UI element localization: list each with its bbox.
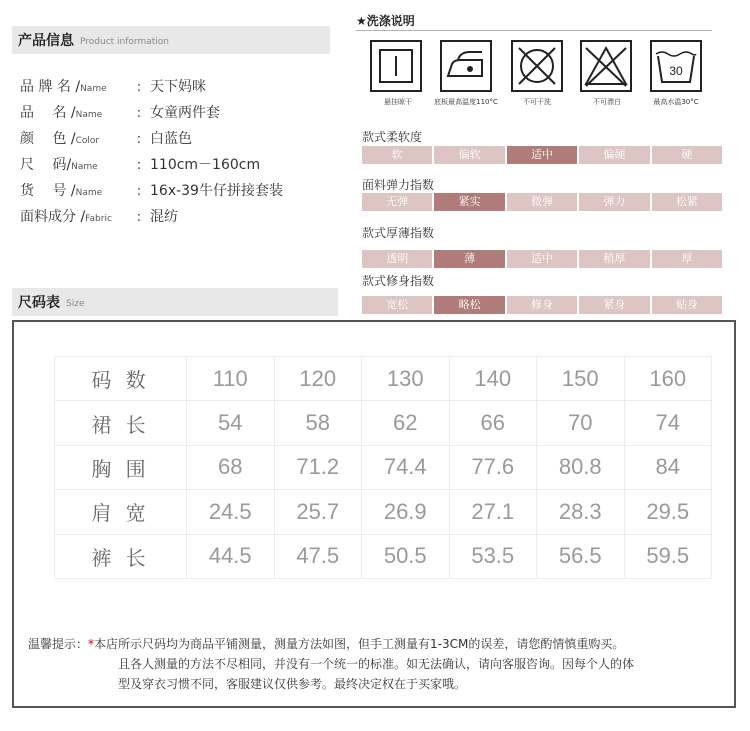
elasticity-title: 面料弹力指数	[362, 178, 435, 192]
index-segment: 贴身	[652, 296, 722, 314]
size-header-cell: 110	[187, 357, 275, 401]
table-cell: 29.5	[624, 490, 712, 534]
info-value: 女童两件套	[150, 105, 220, 121]
index-segment: 宽松	[362, 296, 432, 314]
size-table	[54, 356, 712, 579]
wash-caption: 底板最高温度110°C	[434, 98, 498, 106]
size-chart-title: 尺码表	[18, 295, 60, 311]
index-segment: 紧身	[579, 296, 649, 314]
row-label: 肩 宽	[55, 490, 187, 534]
table-row	[55, 445, 712, 489]
thickness-title: 款式厚薄指数	[362, 226, 435, 240]
size-chart-header	[12, 288, 338, 316]
table-cell: 62	[362, 401, 450, 445]
table-cell: 26.9	[362, 490, 450, 534]
index-segment-selected: 薄	[434, 250, 504, 268]
info-colon: :	[136, 132, 142, 147]
info-label: 颜 色 /Color	[20, 131, 100, 147]
info-row-color	[20, 128, 350, 152]
table-cell: 50.5	[362, 534, 450, 578]
index-segment: 无弹	[362, 193, 432, 211]
index-segment: 稍厚	[579, 250, 649, 268]
index-segment: 微弹	[507, 193, 577, 211]
info-row-fabric	[20, 206, 350, 230]
info-row-item-no	[20, 180, 350, 204]
index-segment-selected: 略松	[434, 296, 504, 314]
table-cell: 54	[187, 401, 275, 445]
table-cell: 66	[449, 401, 537, 445]
table-cell: 74	[624, 401, 712, 445]
wash-caption: 不可干洗	[523, 98, 551, 106]
info-colon: :	[136, 158, 142, 173]
info-colon: :	[136, 106, 142, 121]
row-label: 胸 围	[55, 445, 187, 489]
table-cell: 24.5	[187, 490, 275, 534]
table-cell: 71.2	[274, 445, 362, 489]
fit-bar	[362, 296, 722, 314]
table-cell: 58	[274, 401, 362, 445]
info-row-brand	[20, 76, 350, 100]
size-header-cell: 130	[362, 357, 450, 401]
size-header-label: 码 数	[55, 357, 187, 401]
product-info-title: 产品信息	[18, 33, 74, 49]
table-cell: 80.8	[537, 445, 625, 489]
no-bleach-icon	[580, 40, 632, 92]
info-label: 尺 码/Name	[20, 157, 98, 173]
wash-30-icon	[650, 40, 702, 92]
wash-caption: 最高水温30°C	[653, 98, 699, 106]
info-label: 货 号 /Name	[20, 183, 103, 199]
product-info-header	[12, 26, 330, 54]
table-cell: 84	[624, 445, 712, 489]
table-cell: 56.5	[537, 534, 625, 578]
index-segment: 松紧	[652, 193, 722, 211]
fit-title: 款式修身指数	[362, 274, 435, 288]
size-header-cell: 140	[449, 357, 537, 401]
table-header-row	[55, 357, 712, 401]
table-cell: 27.1	[449, 490, 537, 534]
product-info-list	[20, 76, 350, 232]
info-value: 天下妈咪	[150, 79, 206, 95]
no-dry-clean-icon	[511, 40, 563, 92]
row-label: 裤 长	[55, 534, 187, 578]
washing-divider	[356, 30, 712, 31]
index-segment: 修身	[507, 296, 577, 314]
table-row	[55, 490, 712, 534]
info-label: 品 牌 名 /Name	[20, 79, 107, 95]
table-cell: 74.4	[362, 445, 450, 489]
table-cell: 59.5	[624, 534, 712, 578]
product-info-subtitle: Product information	[80, 36, 169, 47]
index-segment: 厚	[652, 250, 722, 268]
size-chart-subtitle: Size	[66, 298, 85, 309]
index-segment: 透明	[362, 250, 432, 268]
size-header-cell: 160	[624, 357, 712, 401]
tips-text: 本店所示尺码均为商品平铺测量，测量方法如图，但手工测量有1-3CM的误差，请您酌情慎重购买。	[94, 637, 625, 651]
table-cell: 47.5	[274, 534, 362, 578]
info-value: 16x-39牛仔拼接套装	[150, 183, 283, 199]
index-segment: 软	[362, 146, 432, 164]
index-segment: 硬	[652, 146, 722, 164]
washing-title: ★洗涤说明	[356, 14, 415, 28]
table-cell: 44.5	[187, 534, 275, 578]
hang-dry-icon	[370, 40, 422, 92]
table-cell: 77.6	[449, 445, 537, 489]
tips-star: *	[88, 637, 95, 651]
tips-label: 温馨提示：	[28, 637, 89, 651]
tips-line: 型及穿衣习惯不同，客服建议仅供参考。最终决定权在于买家哦。	[118, 677, 467, 691]
info-value: 混纺	[150, 209, 178, 225]
index-segment: 偏软	[434, 146, 504, 164]
table-row	[55, 534, 712, 578]
table-cell: 70	[537, 401, 625, 445]
info-label: 面料成分 /Fabric	[20, 209, 112, 225]
table-cell: 68	[187, 445, 275, 489]
info-value: 110cm－160cm	[150, 157, 261, 173]
table-cell: 25.7	[274, 490, 362, 534]
index-segment: 弹力	[579, 193, 649, 211]
info-colon: :	[136, 184, 142, 199]
row-label: 裙 长	[55, 401, 187, 445]
softness-title: 款式柔软度	[362, 130, 423, 144]
table-cell: 28.3	[537, 490, 625, 534]
info-row-size	[20, 154, 350, 178]
table-row	[55, 401, 712, 445]
info-row-name	[20, 102, 350, 126]
info-colon: :	[136, 80, 142, 95]
tips-line	[28, 634, 728, 654]
wash-caption: 悬挂晾干	[384, 98, 412, 106]
info-label: 品 名 /Name	[20, 105, 103, 121]
wash-caption: 不可漂白	[593, 98, 621, 106]
size-header-cell: 120	[274, 357, 362, 401]
tips-block	[28, 634, 728, 694]
tips-line: 且各人测量的方法不尽相同，并没有一个统一的标准。如无法确认，请向客服咨询。因每个人的体	[118, 657, 635, 671]
index-segment: 偏硬	[579, 146, 649, 164]
index-segment: 适中	[507, 250, 577, 268]
info-colon: :	[136, 210, 142, 225]
index-segment-selected: 紧实	[434, 193, 504, 211]
index-segment-selected: 适中	[507, 146, 577, 164]
size-header-cell: 150	[537, 357, 625, 401]
table-cell: 53.5	[449, 534, 537, 578]
info-value: 白蓝色	[150, 131, 192, 147]
iron-icon	[440, 40, 492, 92]
elasticity-bar	[362, 193, 722, 211]
softness-bar	[362, 146, 722, 164]
svg-text:30: 30	[669, 64, 683, 78]
thickness-bar	[362, 250, 722, 268]
